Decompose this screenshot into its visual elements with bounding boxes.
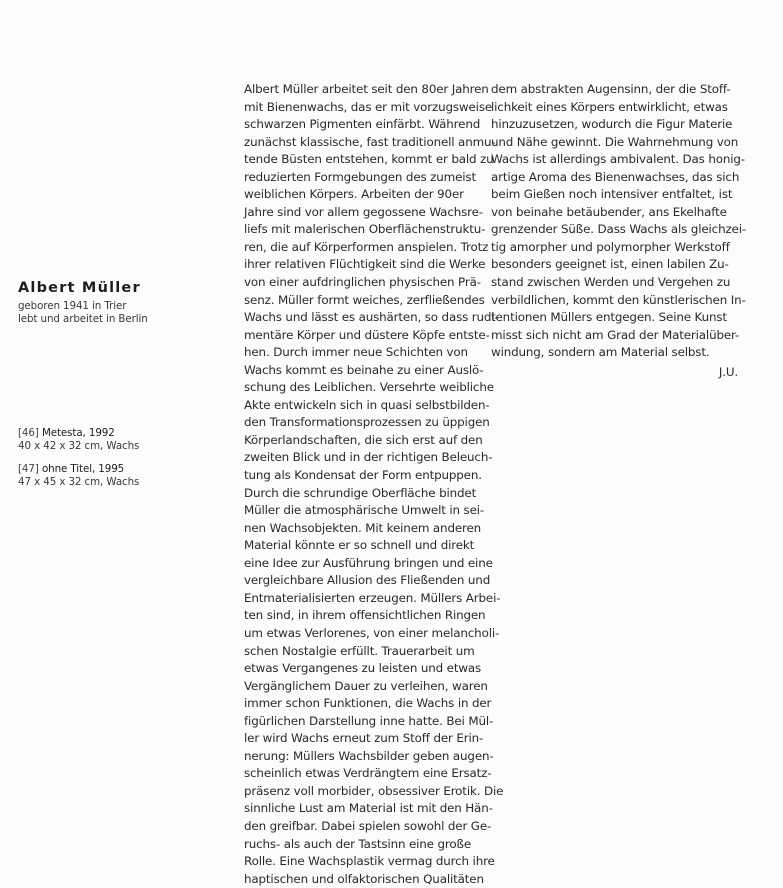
text-line: weiblichen Körpers. Arbeiten der 90er: [244, 187, 464, 202]
work-item: [18, 463, 228, 488]
text-line: scheinlich etwas Verdrängtem eine Ersatz-: [244, 766, 492, 781]
work-details: 40 x 42 x 32 cm, Wachs: [18, 439, 140, 452]
text-line: senz. Müller formt weiches, zerfließendes: [244, 292, 485, 307]
artist-block: [18, 280, 228, 326]
text-line: Akte entwickeln sich in quasi selbstbilden-: [244, 397, 490, 412]
text-line: ihrer relativen Flüchtigkeit sind die Werke: [244, 257, 486, 272]
text-line: Wachs und lässt es aushärten, so dass rudi-: [244, 310, 499, 325]
text-line: zweiten Blick und in der richtigen Beleuch-: [244, 450, 493, 465]
text-line: misst sich nicht am Grad der Materialüber-: [491, 327, 740, 342]
text-line: lichkeit eines Körpers entwirklicht, etwas: [491, 99, 728, 114]
text-line: Müller die atmosphärische Umwelt in sei-: [244, 503, 485, 518]
work-number: [46]: [18, 427, 39, 439]
text-line: ten sind, in ihrem offensichtlichen Ringen: [244, 608, 486, 623]
text-line: um etwas Verlorenes, von einer melancholi-: [244, 625, 500, 640]
work-item: [18, 427, 228, 452]
text-line: Material könnte er so schnell und direkt: [244, 538, 475, 553]
text-line: artige Aroma des Bienenwachses, das sich: [491, 169, 740, 184]
text-line: und Nähe gewinnt. Die Wahrnehmung von: [491, 134, 739, 149]
text-line: tentionen Müllers entgegen. Seine Kunst: [491, 310, 727, 325]
text-line: vergleichbare Allusion des Fließenden und: [244, 573, 491, 588]
text-line: nerung: Müllers Wachsbilder geben augen-: [244, 748, 494, 763]
text-line: figürlichen Darstellung inne hatte. Bei Mül-: [244, 713, 494, 728]
artist-name: Albert Müller: [18, 280, 141, 296]
text-line: Albert Müller arbeitet seit den 80er Jahren: [244, 82, 489, 96]
author-signature: J.U.: [718, 364, 738, 379]
text-line: Durch die schrundige Oberfläche bindet: [244, 485, 477, 500]
text-line: von beinahe betäubender, ans Ekelhafte: [491, 204, 727, 219]
text-line: sinnliche Lust am Material ist mit den Hän-: [244, 801, 493, 816]
text-line: windung, sondern am Material selbst.: [491, 345, 710, 360]
text-line: ruchs- als auch der Tastsinn eine große: [244, 836, 471, 851]
text-line: dem abstrakten Augensinn, der die Stoff-: [491, 82, 731, 96]
text-line: den greifbar. Dabei spielen sowohl der Ge-: [244, 818, 492, 833]
text-line: schung des Leiblichen. Versehrte weibliche: [244, 380, 494, 395]
text-line: Körperlandschaften, die sich erst auf den: [244, 432, 483, 447]
text-line: mentäre Körper und düstere Köpfe entste-: [244, 327, 490, 342]
text-line: zunächst klassische, fast traditionell anmu-: [244, 134, 496, 149]
text-line: ler wird Wachs erneut zum Stoff der Erin-: [244, 731, 484, 746]
text-line: reduzierten Formgebungen des zumeist: [244, 169, 476, 184]
text-line: liefs mit malerischen Oberflächenstruktu-: [244, 222, 486, 237]
text-line: tende Büsten entstehen, kommt er bald zu: [244, 152, 494, 167]
text-column-2: [491, 81, 747, 381]
text-line: stand zwischen Werden und Vergehen zu: [491, 275, 731, 290]
text-line: von einer aufdringlichen physischen Prä-: [244, 275, 481, 290]
text-line: Jahre sind vor allem gegossene Wachsre-: [244, 204, 483, 219]
text-line: ren, die auf Körperformen anspielen. Trotz: [244, 239, 489, 254]
text-line: immer schon Funktionen, die Wachs in der: [244, 696, 492, 711]
text-line: mit Bienenwachs, das er mit vorzugsweise: [244, 99, 493, 114]
artist-residence: lebt und arbeitet in Berlin: [18, 313, 148, 325]
text-line: grenzender Süße. Dass Wachs als gleichzei-: [491, 222, 747, 237]
text-line: Entmaterialisierten erzeugen. Müllers Arbei-: [244, 590, 501, 605]
works-list: [18, 427, 228, 499]
work-details: 47 x 45 x 32 cm, Wachs: [18, 475, 140, 488]
work-title: ohne Titel, 1995: [41, 463, 125, 475]
text-line: tig amorpher und polymorpher Werkstoff: [491, 239, 730, 254]
text-line: eine Idee zur Ausführung bringen und eine: [244, 555, 493, 570]
artist-birth: geboren 1941 in Trier: [18, 300, 127, 312]
work-number: [47]: [18, 463, 39, 475]
text-line: präsenz voll morbider, obsessiver Erotik. Die: [244, 783, 504, 798]
text-line: besonders geeignet ist, einen labilen Zu-: [491, 257, 729, 272]
text-line: tung als Kondensat der Form entpuppen.: [244, 468, 482, 483]
text-line: Wachs kommt es beinahe zu einer Auslö-: [244, 362, 484, 377]
text-line: Rolle. Eine Wachsplastik vermag durch ihre: [244, 854, 495, 869]
text-line: etwas Vergangenes zu leisten und etwas: [244, 661, 482, 676]
text-line: hen. Durch immer neue Schichten von: [244, 345, 468, 360]
text-line: schen Nostalgie erfüllt. Trauerarbeit um: [244, 643, 475, 658]
work-title: Metesta, 1992: [41, 427, 115, 439]
text-column-1: [244, 81, 504, 888]
text-line: haptischen und olfaktorischen Qualitäten: [244, 871, 484, 886]
text-line: beim Gießen noch intensiver entfaltet, ist: [491, 187, 733, 202]
text-line: schwarzen Pigmenten einfärbt. Während: [244, 117, 481, 132]
text-line: Wachs ist allerdings ambivalent. Das honig-: [491, 152, 745, 167]
text-line: den Transformationsprozessen zu üppigen: [244, 415, 490, 430]
text-line: hinzuzusetzen, wodurch die Figur Materie: [491, 117, 733, 132]
text-line: nen Wachsobjekten. Mit keinem anderen: [244, 520, 482, 535]
text-line: verbildlichen, kommt den künstlerischen In-: [491, 292, 746, 307]
text-line: Vergänglichem Dauer zu verleihen, waren: [244, 678, 488, 693]
